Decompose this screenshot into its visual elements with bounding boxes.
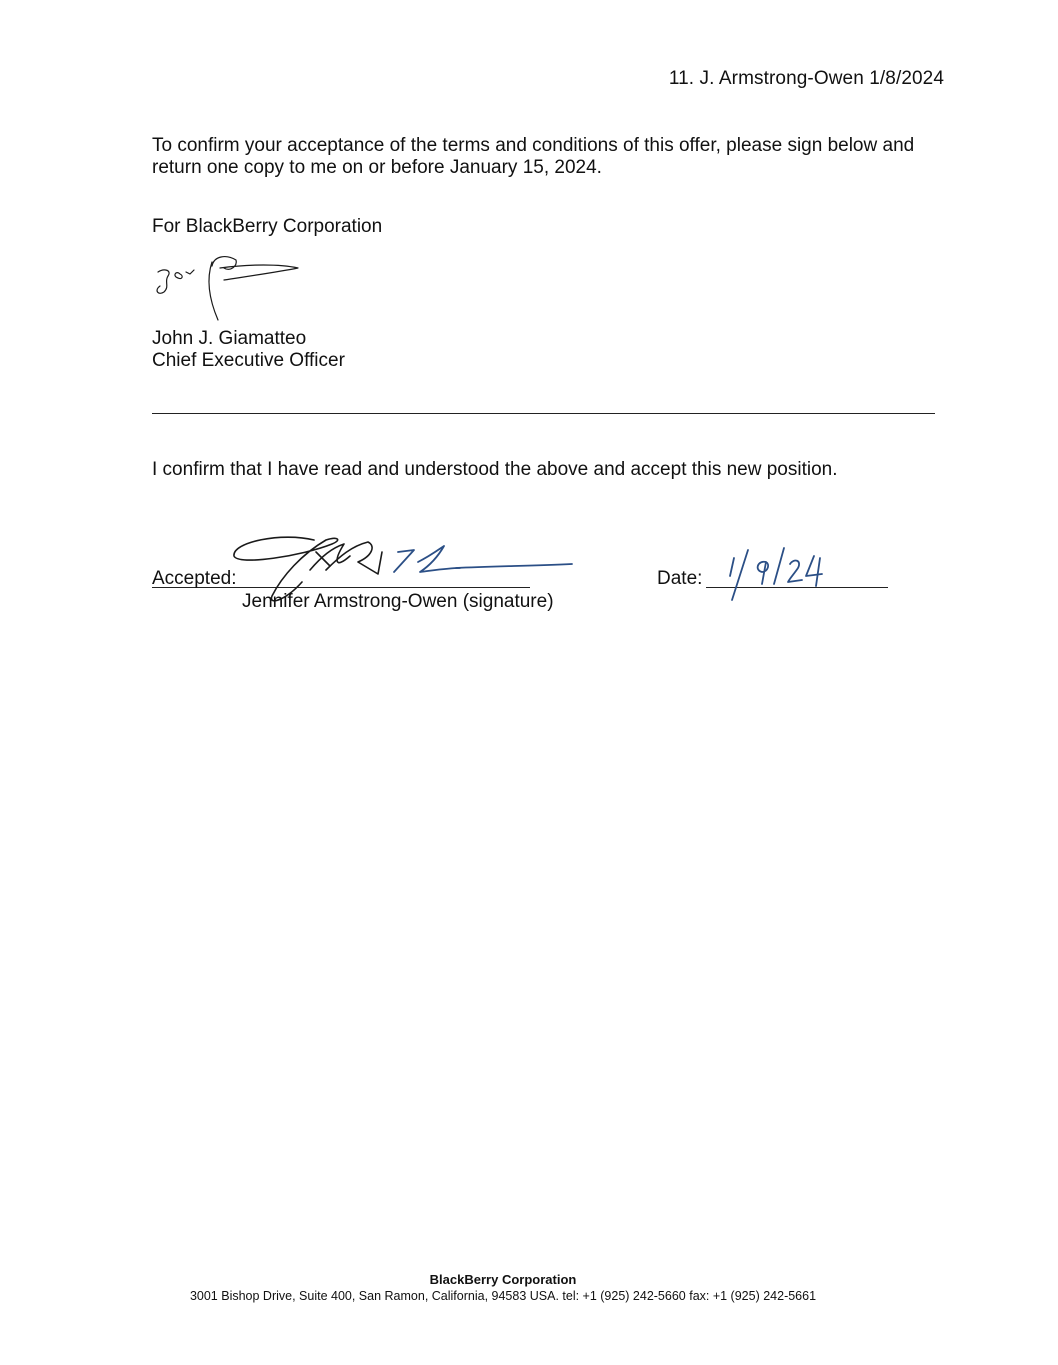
intro-paragraph: To confirm your acceptance of the terms and conditions of this offer, please sign below and return one copy to me on or before January 15, 2024.	[152, 135, 915, 178]
footer-address: 3001 Bishop Drive, Suite 400, San Ramon, California, 94583 USA. tel: +1 (925) 242-5660 fax: +1 (925) 242-5661	[189, 1289, 817, 1303]
company-signoff-label: For BlackBerry Corporation	[152, 216, 383, 237]
page-reference: 11. J. Armstrong-Owen 1/8/2024	[668, 68, 944, 89]
signer-title: Chief Executive Officer	[152, 350, 345, 371]
footer-company-name: BlackBerry Corporation	[429, 1272, 577, 1287]
signature-caption: Jennifer Armstrong-Owen (signature)	[242, 591, 554, 612]
accepted-label: Accepted:	[152, 568, 237, 589]
handwritten-date	[722, 544, 852, 602]
ceo-signature	[150, 244, 310, 326]
ceo-signer-block	[152, 328, 345, 372]
confirmation-statement: I confirm that I have read and understood the above and accept this new position.	[152, 459, 838, 480]
signer-name: John J. Giamatteo	[152, 328, 307, 349]
date-label: Date:	[657, 568, 703, 589]
section-divider	[152, 413, 935, 414]
page-footer	[0, 1272, 1006, 1304]
